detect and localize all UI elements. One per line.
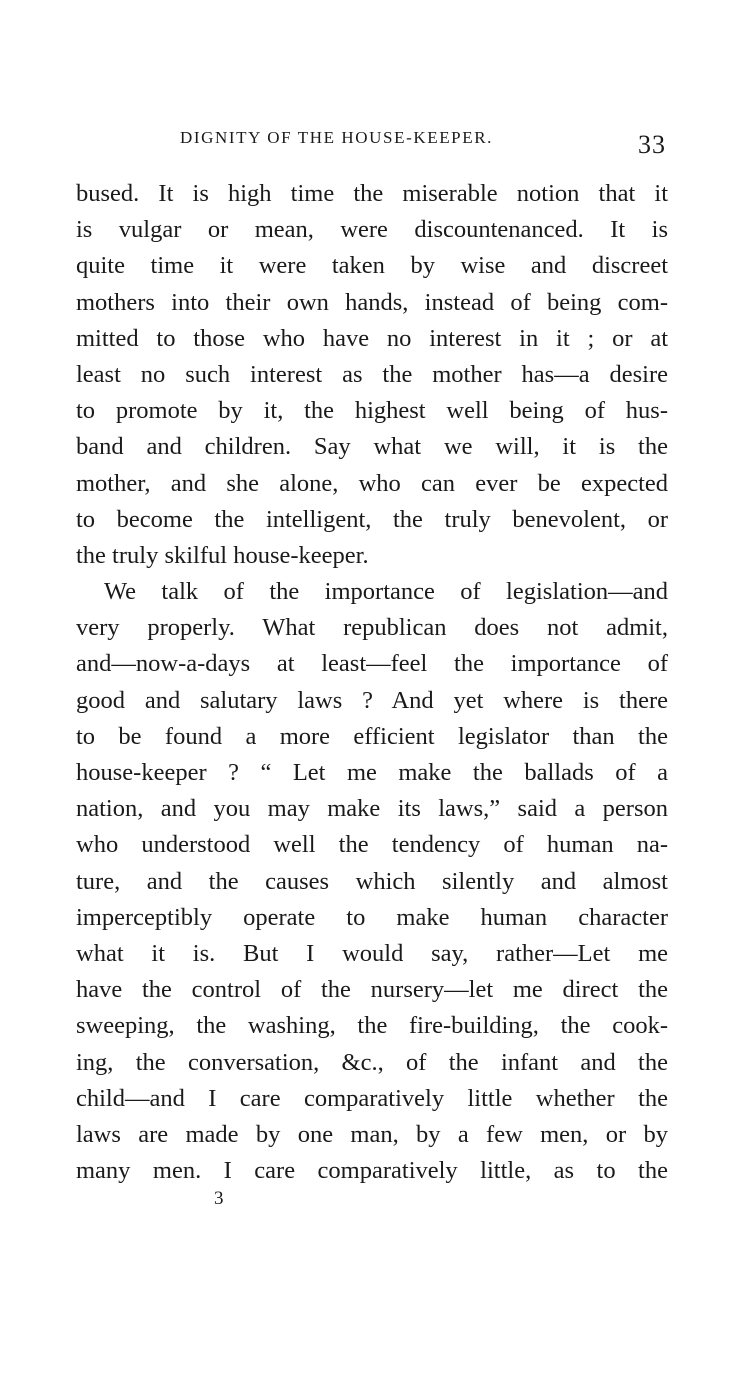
text-line: least no such interest as the mother has—a desire	[76, 360, 668, 388]
text-line: many men. I care comparatively little, as to the	[76, 1157, 668, 1185]
text-line: good and salutary laws ? And yet where is there	[76, 686, 668, 714]
text-line: bused. It is high time the miserable notion that it	[76, 180, 668, 207]
text-line: ing, the conversation, &c., of the infant and the	[76, 1048, 668, 1076]
text-line: sweeping, the washing, the fire-building, the cook-	[76, 1012, 668, 1040]
text-line: nation, and you may make its laws,” said a person	[76, 795, 668, 823]
paragraph-start-line: We talk of the importance of legislation—and	[104, 578, 668, 606]
text-line: what it is. But I would say, rather—Let me	[76, 939, 668, 967]
text-line: and—now-a-days at least—feel the importance of	[76, 650, 668, 678]
text-line: who understood well the tendency of human na-	[76, 831, 668, 859]
text-line: the truly skilful house-keeper.	[76, 541, 369, 569]
text-line: is vulgar or mean, were discountenanced. It is	[76, 216, 668, 244]
text-line: to promote by it, the highest well being of hus-	[76, 397, 668, 425]
text-line: laws are made by one man, by a few men, or by	[76, 1120, 668, 1148]
text-line: to become the intelligent, the truly benevolent, or	[76, 505, 668, 533]
text-line: imperceptibly operate to make human character	[76, 903, 668, 931]
text-line: mothers into their own hands, instead of being com-	[76, 288, 668, 316]
text-line: ture, and the causes which silently and almost	[76, 867, 668, 895]
text-line: have the control of the nursery—let me direct the	[76, 976, 668, 1004]
text-line: child—and I care comparatively little whether the	[76, 1084, 668, 1112]
text-line: quite time it were taken by wise and discreet	[76, 252, 668, 280]
text-line: mother, and she alone, who can ever be expected	[76, 469, 668, 497]
running-head: DIGNITY OF THE HOUSE-KEEPER.	[180, 128, 494, 147]
text-line: band and children. Say what we will, it is the	[76, 433, 668, 461]
body-text	[76, 176, 668, 1189]
page-number: 33	[638, 130, 666, 159]
text-line: mitted to those who have no interest in it ; or at	[76, 324, 668, 352]
text-line: very properly. What republican does not admit,	[76, 614, 668, 642]
text-line: to be found a more efficient legislator than the	[76, 722, 668, 750]
text-line: house-keeper ? “ Let me make the ballads of a	[76, 759, 668, 786]
signature-mark: 3	[214, 1188, 224, 1209]
